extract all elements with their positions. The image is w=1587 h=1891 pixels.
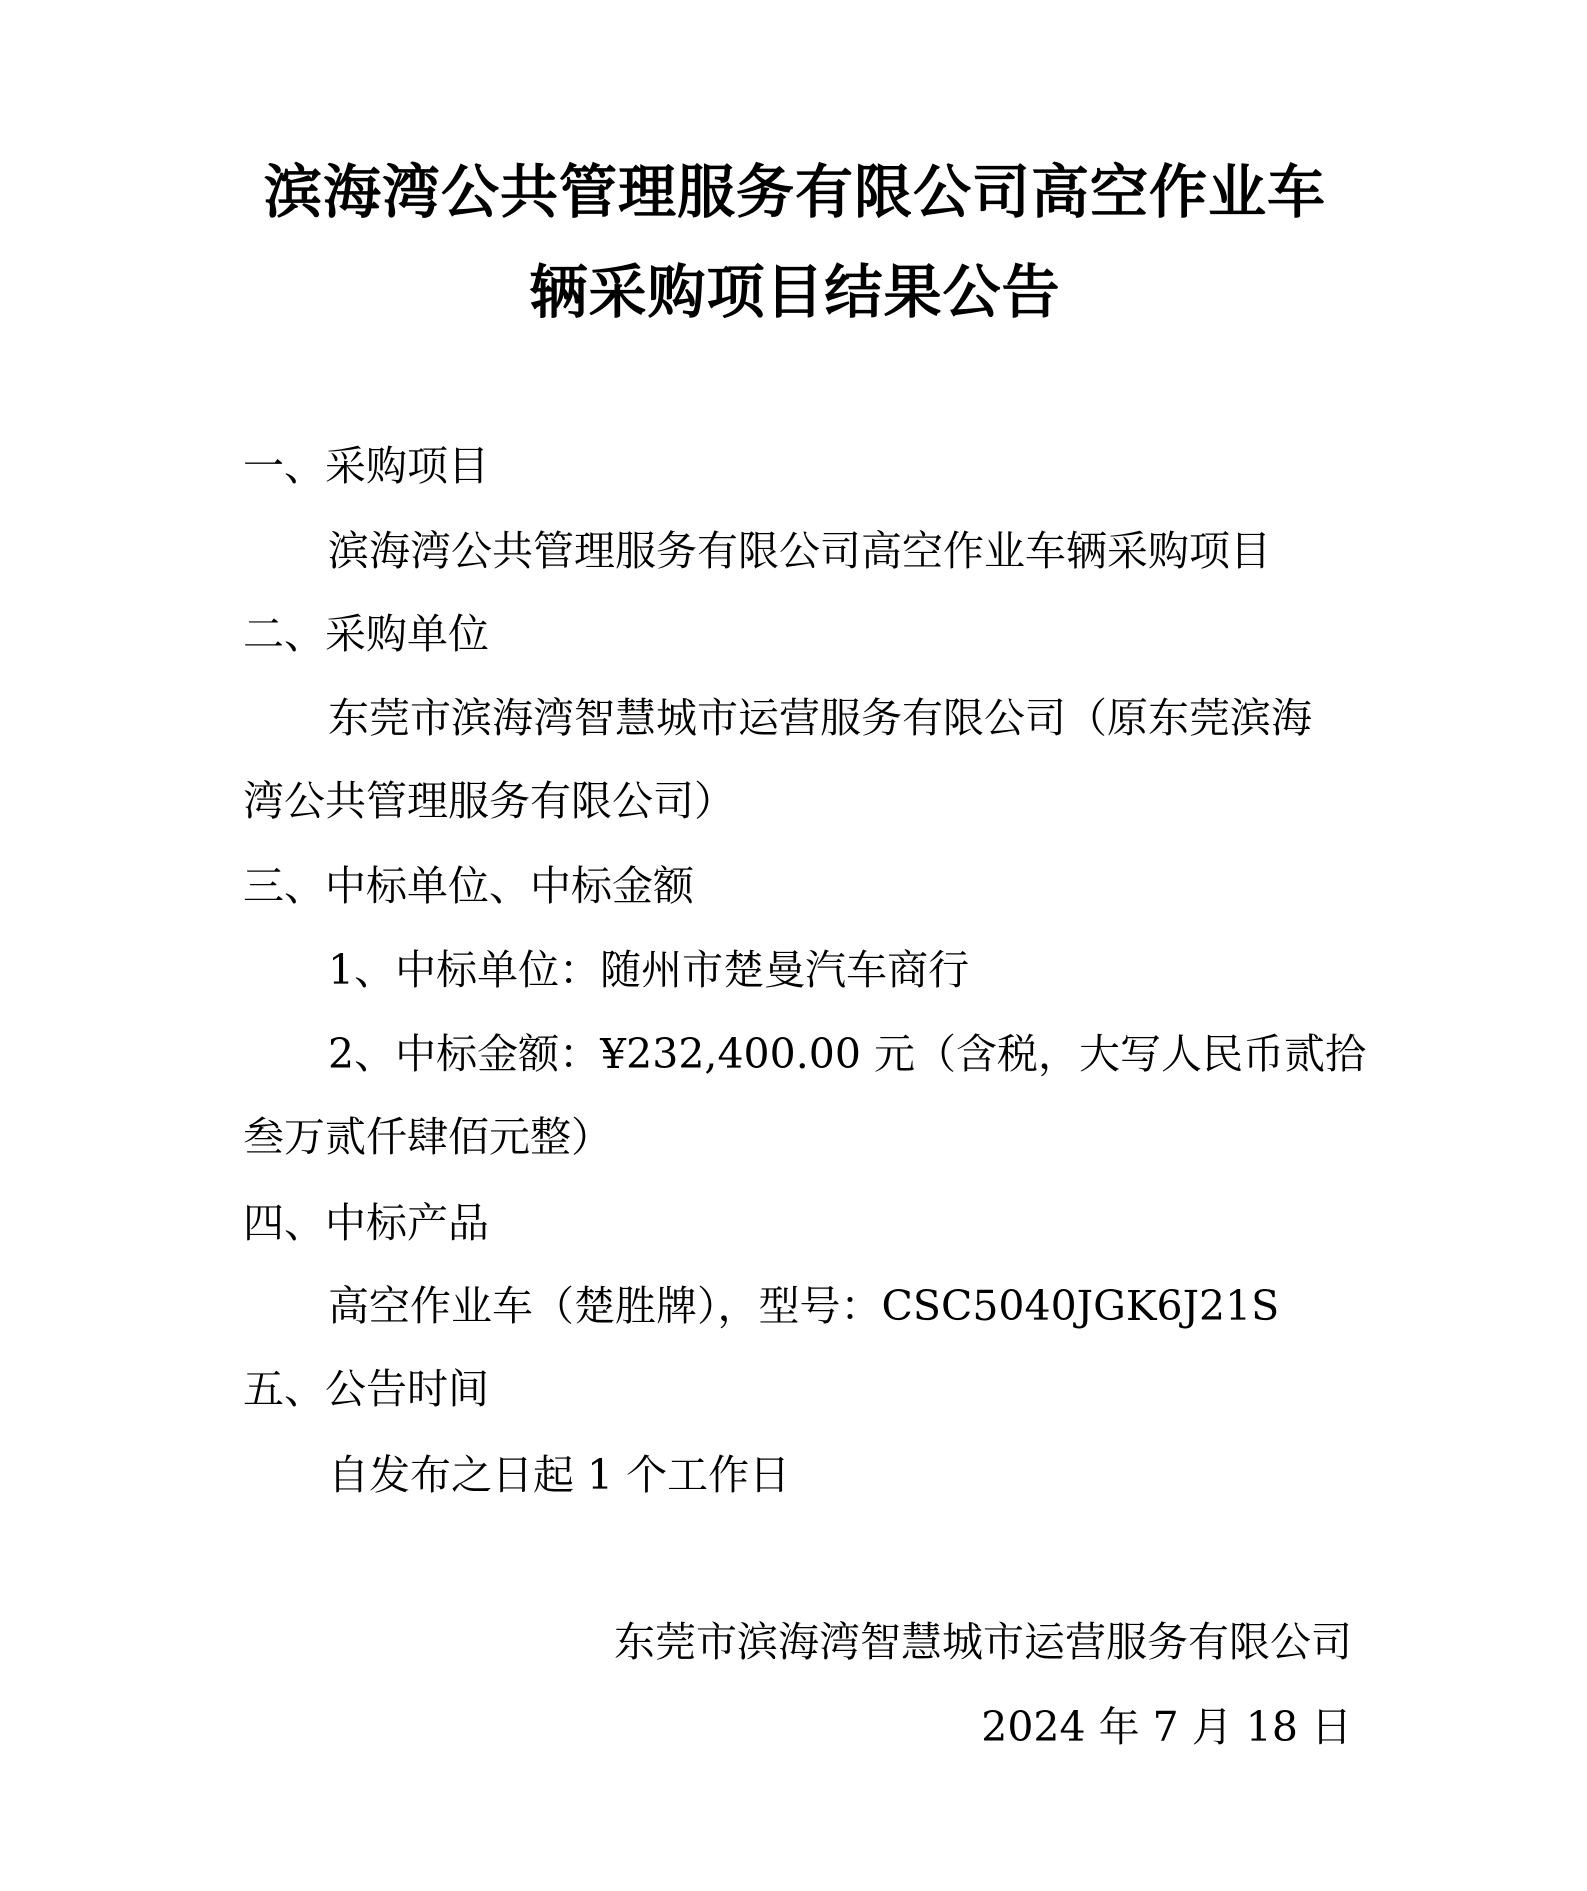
section-2-content-line-1: 东莞市滨海湾智慧城市运营服务有限公司（原东莞滨海	[328, 694, 1312, 742]
section-3-bid-amount-line-2: 叁万贰仟肆佰元整）	[243, 1113, 612, 1161]
section-3-winning-bidder: 1、中标单位：随州市楚曼汽车商行	[328, 946, 970, 994]
section-4-content: 高空作业车（楚胜牌），型号：CSC5040JGK6J21S	[328, 1282, 1280, 1330]
section-2-content-line-2: 湾公共管理服务有限公司）	[243, 777, 735, 825]
signature-company: 东莞市滨海湾智慧城市运营服务有限公司	[614, 1618, 1352, 1666]
section-1-content: 滨海湾公共管理服务有限公司高空作业车辆采购项目	[328, 527, 1271, 575]
section-1-heading: 一、采购项目	[243, 442, 489, 490]
section-4-heading: 四、中标产品	[243, 1199, 489, 1247]
signature-date: 2024 年 7 月 18 日	[981, 1703, 1352, 1751]
section-3-heading: 三、中标单位、中标金额	[243, 862, 694, 910]
section-3-bid-amount-line-1: 2、中标金额：¥232,400.00 元（含税，大写人民币贰拾	[328, 1030, 1366, 1078]
section-5-heading: 五、公告时间	[243, 1365, 489, 1413]
section-5-content: 自发布之日起 1 个工作日	[328, 1451, 791, 1499]
document-title-line-2: 辆采购项目结果公告	[529, 258, 1061, 326]
section-2-heading: 二、采购单位	[243, 610, 489, 658]
document-title-line-1: 滨海湾公共管理服务有限公司高空作业车	[263, 158, 1326, 226]
